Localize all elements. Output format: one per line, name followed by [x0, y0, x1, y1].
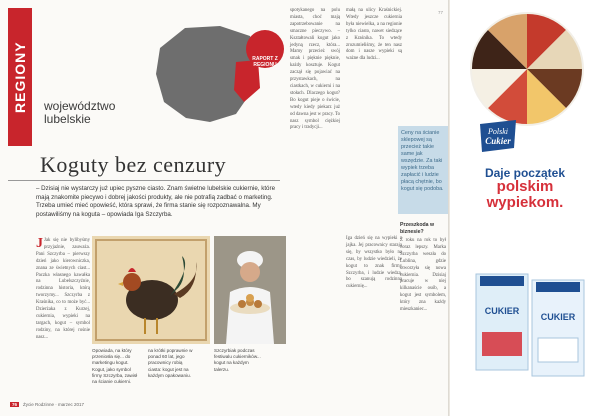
article-lead: – Dzisiaj nie wystarczy już upiec pyszne ciasto. Znam świetne lubelskie cukiernie, które mają znakomite piecywo i dobrej jakości produkty, ale nie potrafią zadbać o marketing. Trzeba umieć mieć opowieść, która sprawi, że firma stanie się rozpoznawalna. My postawiliśmy na koguta – opowiada Iga Szczyrba.: [36, 185, 276, 218]
photo-caption-1: Opowiada, na który przeniosła się... do marketingu kogut. Kogut, jako symbol firmy Szczyrba, zawisł na ścianie cukierni.: [92, 348, 138, 385]
pack1-label: CUKIER: [484, 306, 520, 316]
rooster-painting-photo: [92, 236, 210, 344]
article-column-1: [36, 238, 90, 342]
logo-line2: Cukier: [485, 136, 511, 146]
sugar-packs-icon: [472, 240, 588, 390]
photo-caption-2: na krótki poprawnie w ponad 60 lat, jego pracownicy robią ciasta: kogut jest na każdym opakowaniu.: [148, 348, 193, 378]
ad-slogan-rest: [452, 179, 598, 211]
page-footer: [10, 402, 84, 407]
logo-badge-icon: [476, 118, 520, 154]
section-label: REGIONY: [12, 41, 28, 113]
page-number: 76: [12, 402, 18, 407]
baker-icon: [214, 236, 286, 344]
pack2-label: CUKIER: [540, 312, 576, 322]
headline-rule: [8, 180, 280, 181]
baker-photo: [214, 236, 286, 344]
cake-platter-icon: [468, 10, 586, 128]
article-column-3: małą na ulicy Kraśnickiej. Wtedy jeszcze cukiernia była niewielka, a na regionie tylko ciasto, nawet siedzące z Kraśnika. To wtedy zrozumieliśmy, że ten nasz dom i nasze wypieki są ważne dla ludzi...: [346, 8, 402, 62]
column-1-text: Jak się nie bylibyśmy przyjaźnie, zauważa. Pani Szczyrba – pierwszy dzień jako kierowniczka, znana ze świetnych ciast... Paczka własnego kawałka na Lubelszczyźnie, rodzinna historia, którą tworzymy... Szczyrba z Kraśnika, co to może być... Dzierżaka z Kurzej, cukiernia, wypieki na targach, kogut – symbol rodziny, na której rośnie nasz...: [36, 238, 90, 340]
article-column-4: Iga dzień się na wypieki z jajka. Jej pracownicy starają się, by wszystko było na czas, by ludzie wiedzieli, że kogut to znak firmy Szczyrba, i ludzie wiedzą, bo szanują rodzinną cukiernię...: [346, 236, 402, 290]
ad-slogan-line2: polskim: [496, 178, 554, 195]
article-column-5: Z roku na rok to był coraz lepszy. Marka Szczyrba weszła do Lublina, gdzie otworzyła się nowa cukiernia. Dzisiaj pracuje w niej kilkanaście osób, a kogut jest symbolem, który zna każdy mieszkaniec...: [400, 238, 446, 313]
region-line2: lubelskie: [44, 112, 91, 126]
subheading: Przeszkoda w biznesie?: [400, 222, 435, 235]
polski-cukier-logo: [476, 118, 520, 154]
logo-line1: Polski: [488, 127, 508, 136]
footer-text: Życie Rodzinne · marzec 2017: [23, 402, 85, 407]
region-title: [44, 100, 115, 126]
photo-caption-3: Szczyrbiak podczas festiwalu cukierników... kogut na każdym talerzu.: [214, 348, 261, 372]
rooster-icon: [92, 236, 210, 344]
raport-badge-label: RAPORT Z REGIONU: [252, 56, 278, 68]
right-page-number: 77: [438, 10, 444, 15]
ad-slogan-line1: Daje początek: [484, 166, 566, 180]
pullquote-text: Ceny na ścianie sklepowej są przecież takie same jak wszędzie. Za taki wypiek trzeba zapłacić i ludzie płacą chętnie, bo kogut się podoba.: [401, 130, 444, 192]
article-column-2: spotykanego na polu miasta, choć mają zapotrzebowanie na smaczne pieczywo. – Kształtowali kogut jako jedyną rzecz, która... Mamy przecież swój smak i pięknie pięknie, każdy kosztuje. Kogut zaczął się pojawiać na przystawkach, na ciastkach, w cukierni i na stołach. Dlaczego kogut? Bo kogut pieje o świcie, wtedy kiedy piekarz już od dawna jest w pracy. To nasz symbol ciężkiej pracy i tradycji...: [290, 8, 340, 131]
dropcap: J: [36, 236, 43, 251]
ad-slogan-line3: wypiekom.: [486, 194, 564, 211]
article-headline: Koguty bez cenzury: [40, 152, 227, 177]
region-line1: województwo: [44, 99, 116, 113]
